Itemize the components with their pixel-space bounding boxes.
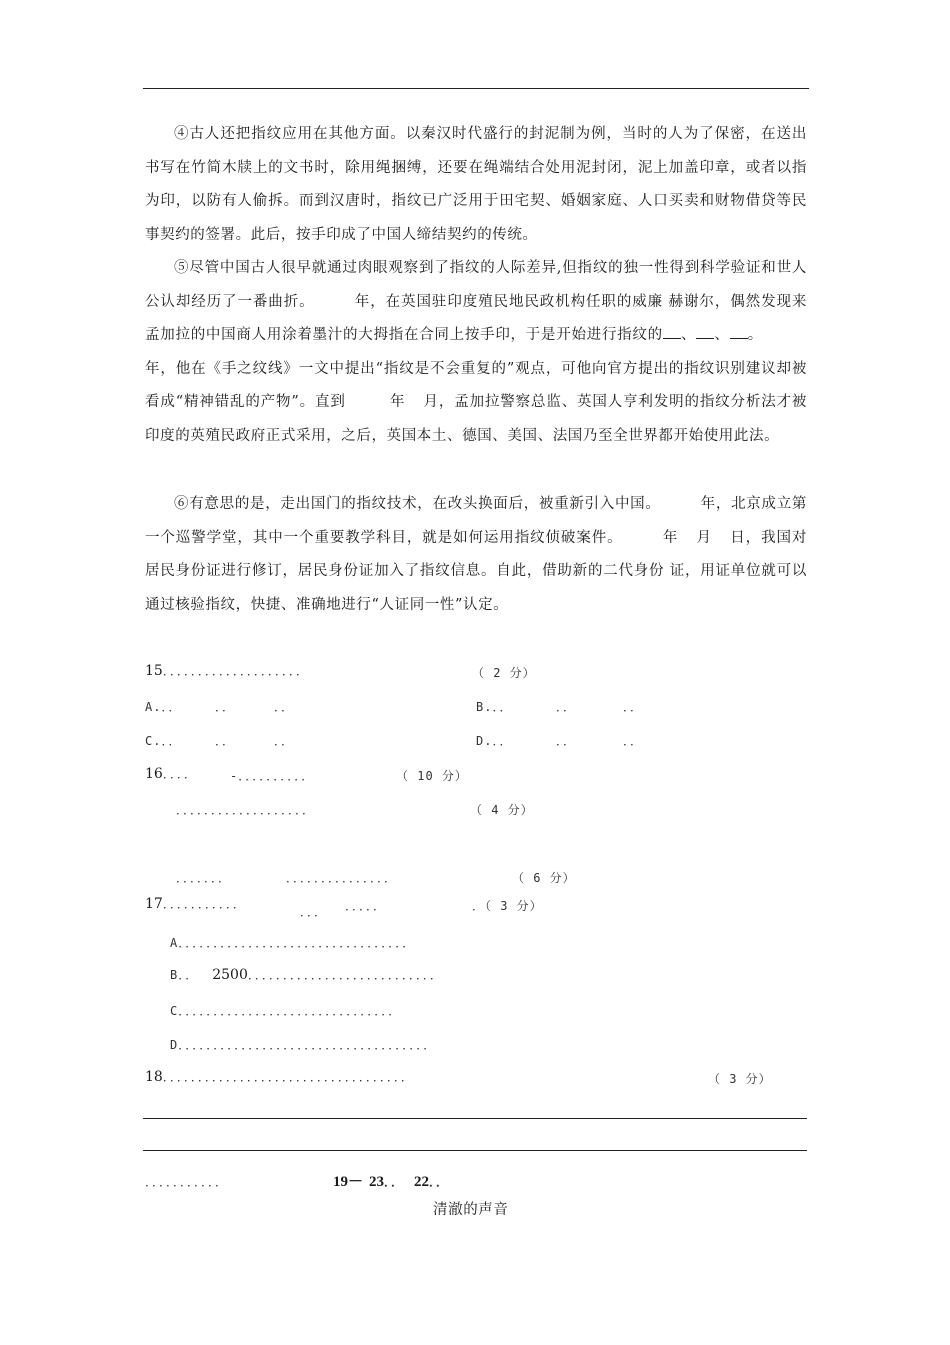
paragraph-6-text-a: ⑥有意思的是，走出国门的指纹技术，在改头换面后，被重新引入中国。 [174,496,661,512]
subquestion-1-score: （ 4 分） [470,803,534,817]
subquestion-2: ．．．．．．． [176,871,232,885]
option-d[interactable]: D．．．．．．．．．．．．．．．．．．．．．．．．．．．．．．．．．．．． [170,1038,437,1052]
section-heading: ．．．．．．．．．．． [145,1175,229,1189]
paragraph-5-text-b: 年，在英国驻印度殖民地民政机构任职的威廉 赫谢尔，偶然发现来孟加拉的中国商人用涂着墨汁的大拇指在合同上按手印，于是开始进行指纹的 [145,293,807,343]
subquestion-1: ．．．．．．．．．．．．．．．．．．． [176,803,316,817]
question-score: （ 2 分） [472,666,536,680]
paragraph-5-text-d: 年，他在《手之纹线》一文中提出“指纹是不会重复的”观点，可他向官方提出的指纹识别建议却被看成“精神错乱的产物”。直到 [145,360,807,410]
question-number: 18 [145,1069,163,1085]
option-a[interactable]: A.．． [145,700,182,714]
option-b-number: 2500 [212,967,248,983]
question-score: （ 10 分） [396,769,468,783]
option-b[interactable] [170,966,443,983]
article-title: 清澈的声音 [433,1202,509,1218]
option-a[interactable]: A．．．．．．．．．．．．．．．．．．．．．．．．．．．．．．．．． [170,936,416,950]
range-total: 22 [414,1174,430,1190]
paragraph-5-text-e: 年 [389,394,406,410]
question-mid: ．．． [300,905,328,919]
separator: 、 [714,327,730,343]
option-c-part: ．． [274,734,295,748]
paragraph-6-text-c: 年 [662,529,679,546]
paragraph-6 [145,488,807,622]
option-d[interactable]: D.．． [476,734,513,748]
range-unit: ．． [384,1175,405,1189]
paragraph-5 [145,252,807,453]
option-c-part: ．． [215,734,236,748]
subquestion-2-text: ．．．．．．．．．．．．．．． [286,871,398,885]
question-score: （ 3 分） [708,1072,772,1086]
range-start: 19 [333,1174,348,1190]
paragraph-6-text-d: 月 [696,529,712,546]
question-text-2: ．．．．． [345,899,387,913]
paragraph-5-text-f: 月，孟加拉警察总监、英国人亨利发明的指纹分析法才被印度的英殖民政府正式采用，之后，英国本土、德国、美国、法国乃至全世界都开始使用此法。 [145,394,808,444]
answer-line-1 [143,1118,807,1119]
blank-1[interactable] [663,326,681,339]
question-17 [145,895,246,912]
question-score: ．（ 3 分） [472,899,543,913]
question-text: ．．．．．．．．．．．．．．．．．．．． [162,664,309,678]
question-text: ．．．． [162,767,197,781]
paragraph-6-text-b: 年，北京成立第一个巡警学堂，其中一个重要教学科目，就是如何运用指纹侦破案件。 [145,496,807,546]
paragraph-6-text-e: 日，我国对居民身份证进行修订，居民身份证加入了指纹信息。自此，借助新的二代身份 证，用证单位就可以通过核验指纹，快捷、准确地进行“人证同一性”认定。 [145,529,807,613]
separator: 、 [680,327,697,343]
answer-line-2 [143,1150,807,1151]
option-d-part: ．． [623,734,644,748]
question-text-2: -．．．．．．．．．． [230,769,315,783]
range-end: 23 [369,1174,385,1190]
range-total-unit: ．． [429,1175,450,1189]
question-number: 15 [145,663,163,679]
option-d-part: ．． [556,734,577,748]
option-b-label: B．． [170,968,199,982]
option-b-part: ．． [556,700,577,714]
subquestion-2-score: （ 6 分） [512,871,576,885]
question-number: 17 [145,896,163,912]
question-18 [145,1068,414,1085]
section-range [333,1170,449,1191]
option-b[interactable]: B.．． [476,700,513,714]
option-c[interactable]: C．．．．．．．．．．．．．．．．．．．．．．．．．．．．．．． [170,1004,402,1018]
option-b-text: ．．．．．．．．．．．．．．．．．．．．．．．．．．． [247,968,443,982]
paragraph-4 [145,118,807,252]
paragraph-4-text: ④古人还把指纹应用在其他方面。以秦汉时代盛行的封泥制为例，当时的人为了保密，在送出书写在竹简木牍上的文书时，除用绳捆缚，还要在绳端结合处用泥封闭，泥上加盖印章，或者以指为印，以防有人偷拆。而到汉唐时，指纹已广泛用于田宅契、婚姻家庭、人口买卖和财物借贷等民事契约的签署。此后，按手印成了中国人缔结契约的传统。 [145,126,807,243]
blank-2[interactable] [696,326,714,339]
option-b-part: ．． [623,700,644,714]
option-a-part: ．． [274,700,295,714]
blank-3[interactable] [730,326,748,339]
option-c[interactable]: C.．． [145,734,182,748]
question-text: ．．．．．．．．．．． [162,897,246,911]
header-rule [143,88,809,89]
range-separator: － [348,1174,364,1190]
paragraph-5-text-c: 。 [747,327,763,343]
option-a-part: ．． [215,700,236,714]
question-16 [145,765,197,782]
question-15 [145,662,309,679]
question-text: ．．．．．．．．．．．．．．．．．．．．．．．．．．．．．．．．．．． [162,1070,414,1084]
question-number: 16 [145,766,163,782]
paragraph-5-text-a: ⑤尽管中国古人很早就通过肉眼观察到了指纹的人际差异,但指纹的独一性得到科学验证和世人公认却经历了一番曲折。 [145,260,807,310]
